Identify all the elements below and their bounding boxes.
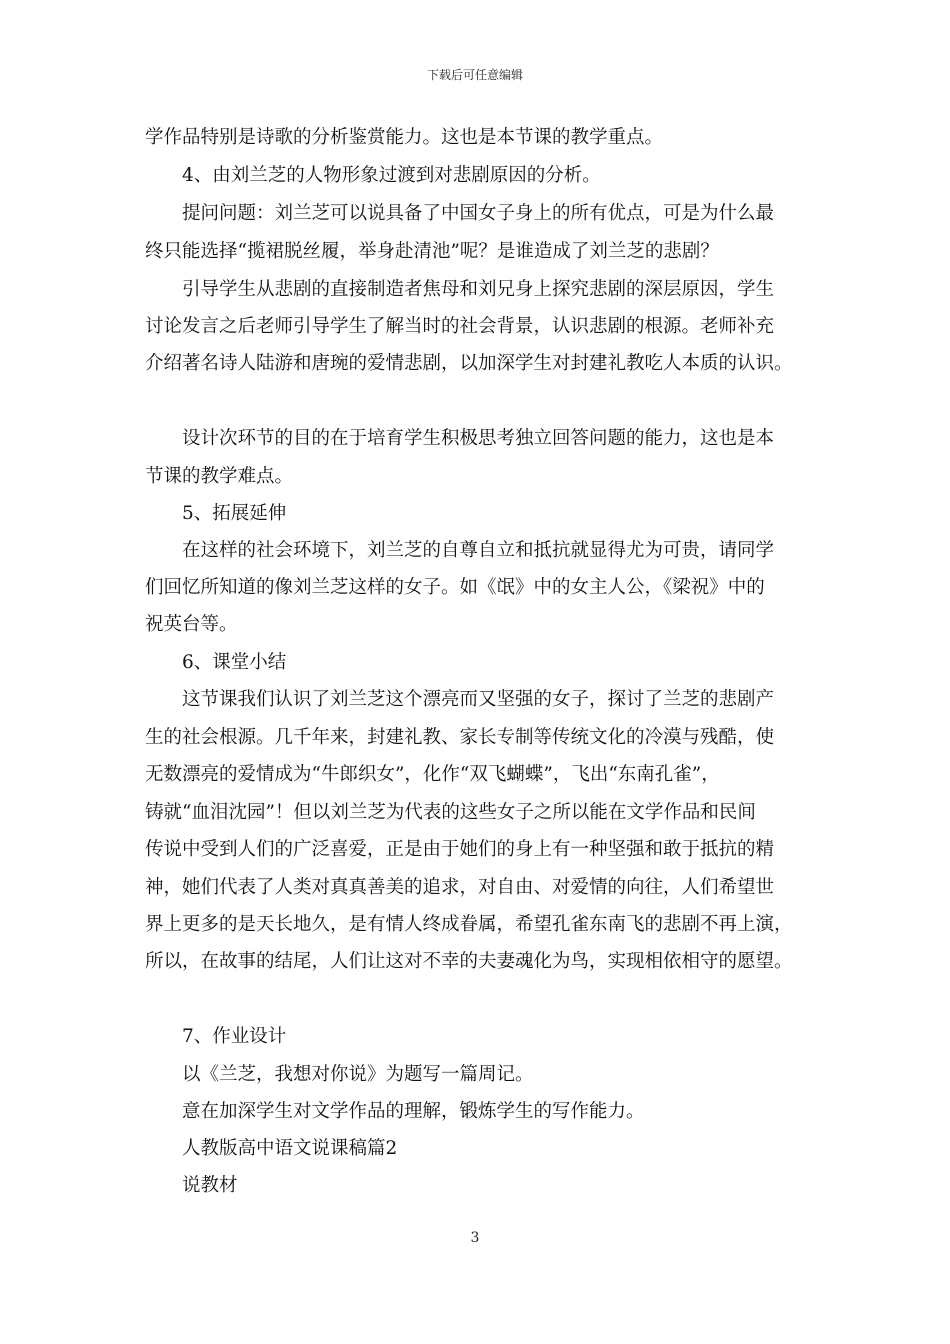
text-line: 学作品特别是诗歌的分析鉴赏能力。这也是本节课的教学重点。 [145,127,664,148]
page-number: 3 [470,1230,480,1246]
text-line: 铸就“血泪沈园”！但以刘兰芝为代表的这些女子之所以能在文学作品和民间 [145,802,756,823]
text-line: 界上更多的是天长地久，是有情人终成眷属，希望孔雀东南飞的悲剧不再上演， [145,914,793,935]
text-line: 们回忆所知道的像刘兰芝这样的女子。如《氓》中的女主人公，《梁祝》中的 [145,577,765,598]
text-line: 祝英台等。 [145,614,238,635]
section-heading: 5、拓展延伸 [182,503,287,524]
text-line: 介绍著名诗人陆游和唐琬的爱情悲剧，以加深学生对封建礼教吃人本质的认识。 [145,353,793,374]
section-heading: 7、作业设计 [182,1026,287,1047]
page-header: 下载后可任意编辑 [426,68,523,82]
text-line: 传说中受到人们的广泛喜爱，正是由于她们的身上有一种坚强和敢于抵抗的精 [145,839,775,860]
text-line: 以《兰芝，我想对你说》为题写一篇周记。 [182,1064,534,1085]
text-line: 这节课我们认识了刘兰芝这个漂亮而又坚强的女子，探讨了兰芝的悲剧产 [182,689,775,710]
text-line: 说教材 [182,1175,238,1196]
text-line: 生的社会根源。几千年来，封建礼教、家长专制等传统文化的冷漠与残酷，使 [145,727,775,748]
text-line: 人教版高中语文说课稿篇2 [182,1138,398,1159]
text-line: 神，她们代表了人类对真真善美的追求，对自由、对爱情的向往，人们希望世 [145,877,775,898]
text-line: 4、由刘兰芝的人物形象过渡到对悲剧原因的分析。 [182,165,601,186]
text-line: 节课的教学难点。 [145,466,294,487]
text-line: 引导学生从悲剧的直接制造者焦母和刘兄身上探究悲剧的深层原因，学生 [182,279,775,300]
text-line: 提问问题：刘兰芝可以说具备了中国女子身上的所有优点，可是为什么最 [182,203,775,224]
section-heading: 6、课堂小结 [182,652,287,673]
text-line: 终只能选择“揽裙脱丝履，举身赴清池”呢？是谁造成了刘兰芝的悲剧？ [145,241,719,262]
text-line: 所以，在故事的结尾，人们让这对不幸的夫妻魂化为鸟，实现相依相守的愿望。 [145,951,793,972]
text-line: 讨论发言之后老师引导学生了解当时的社会背景，认识悲剧的根源。老师补充 [145,316,775,337]
text-line: 无数漂亮的爱情成为“牛郎织女”，化作“双飞蝴蝶”，飞出“东南孔雀”， [145,764,720,785]
text-line: 在这样的社会环境下，刘兰芝的自尊自立和抵抗就显得尤为可贵，请同学 [182,540,775,561]
text-line: 意在加深学生对文学作品的理解，锻炼学生的写作能力。 [182,1101,645,1122]
text-line: 设计次环节的目的在于培育学生积极思考独立回答问题的能力，这也是本 [182,428,775,449]
